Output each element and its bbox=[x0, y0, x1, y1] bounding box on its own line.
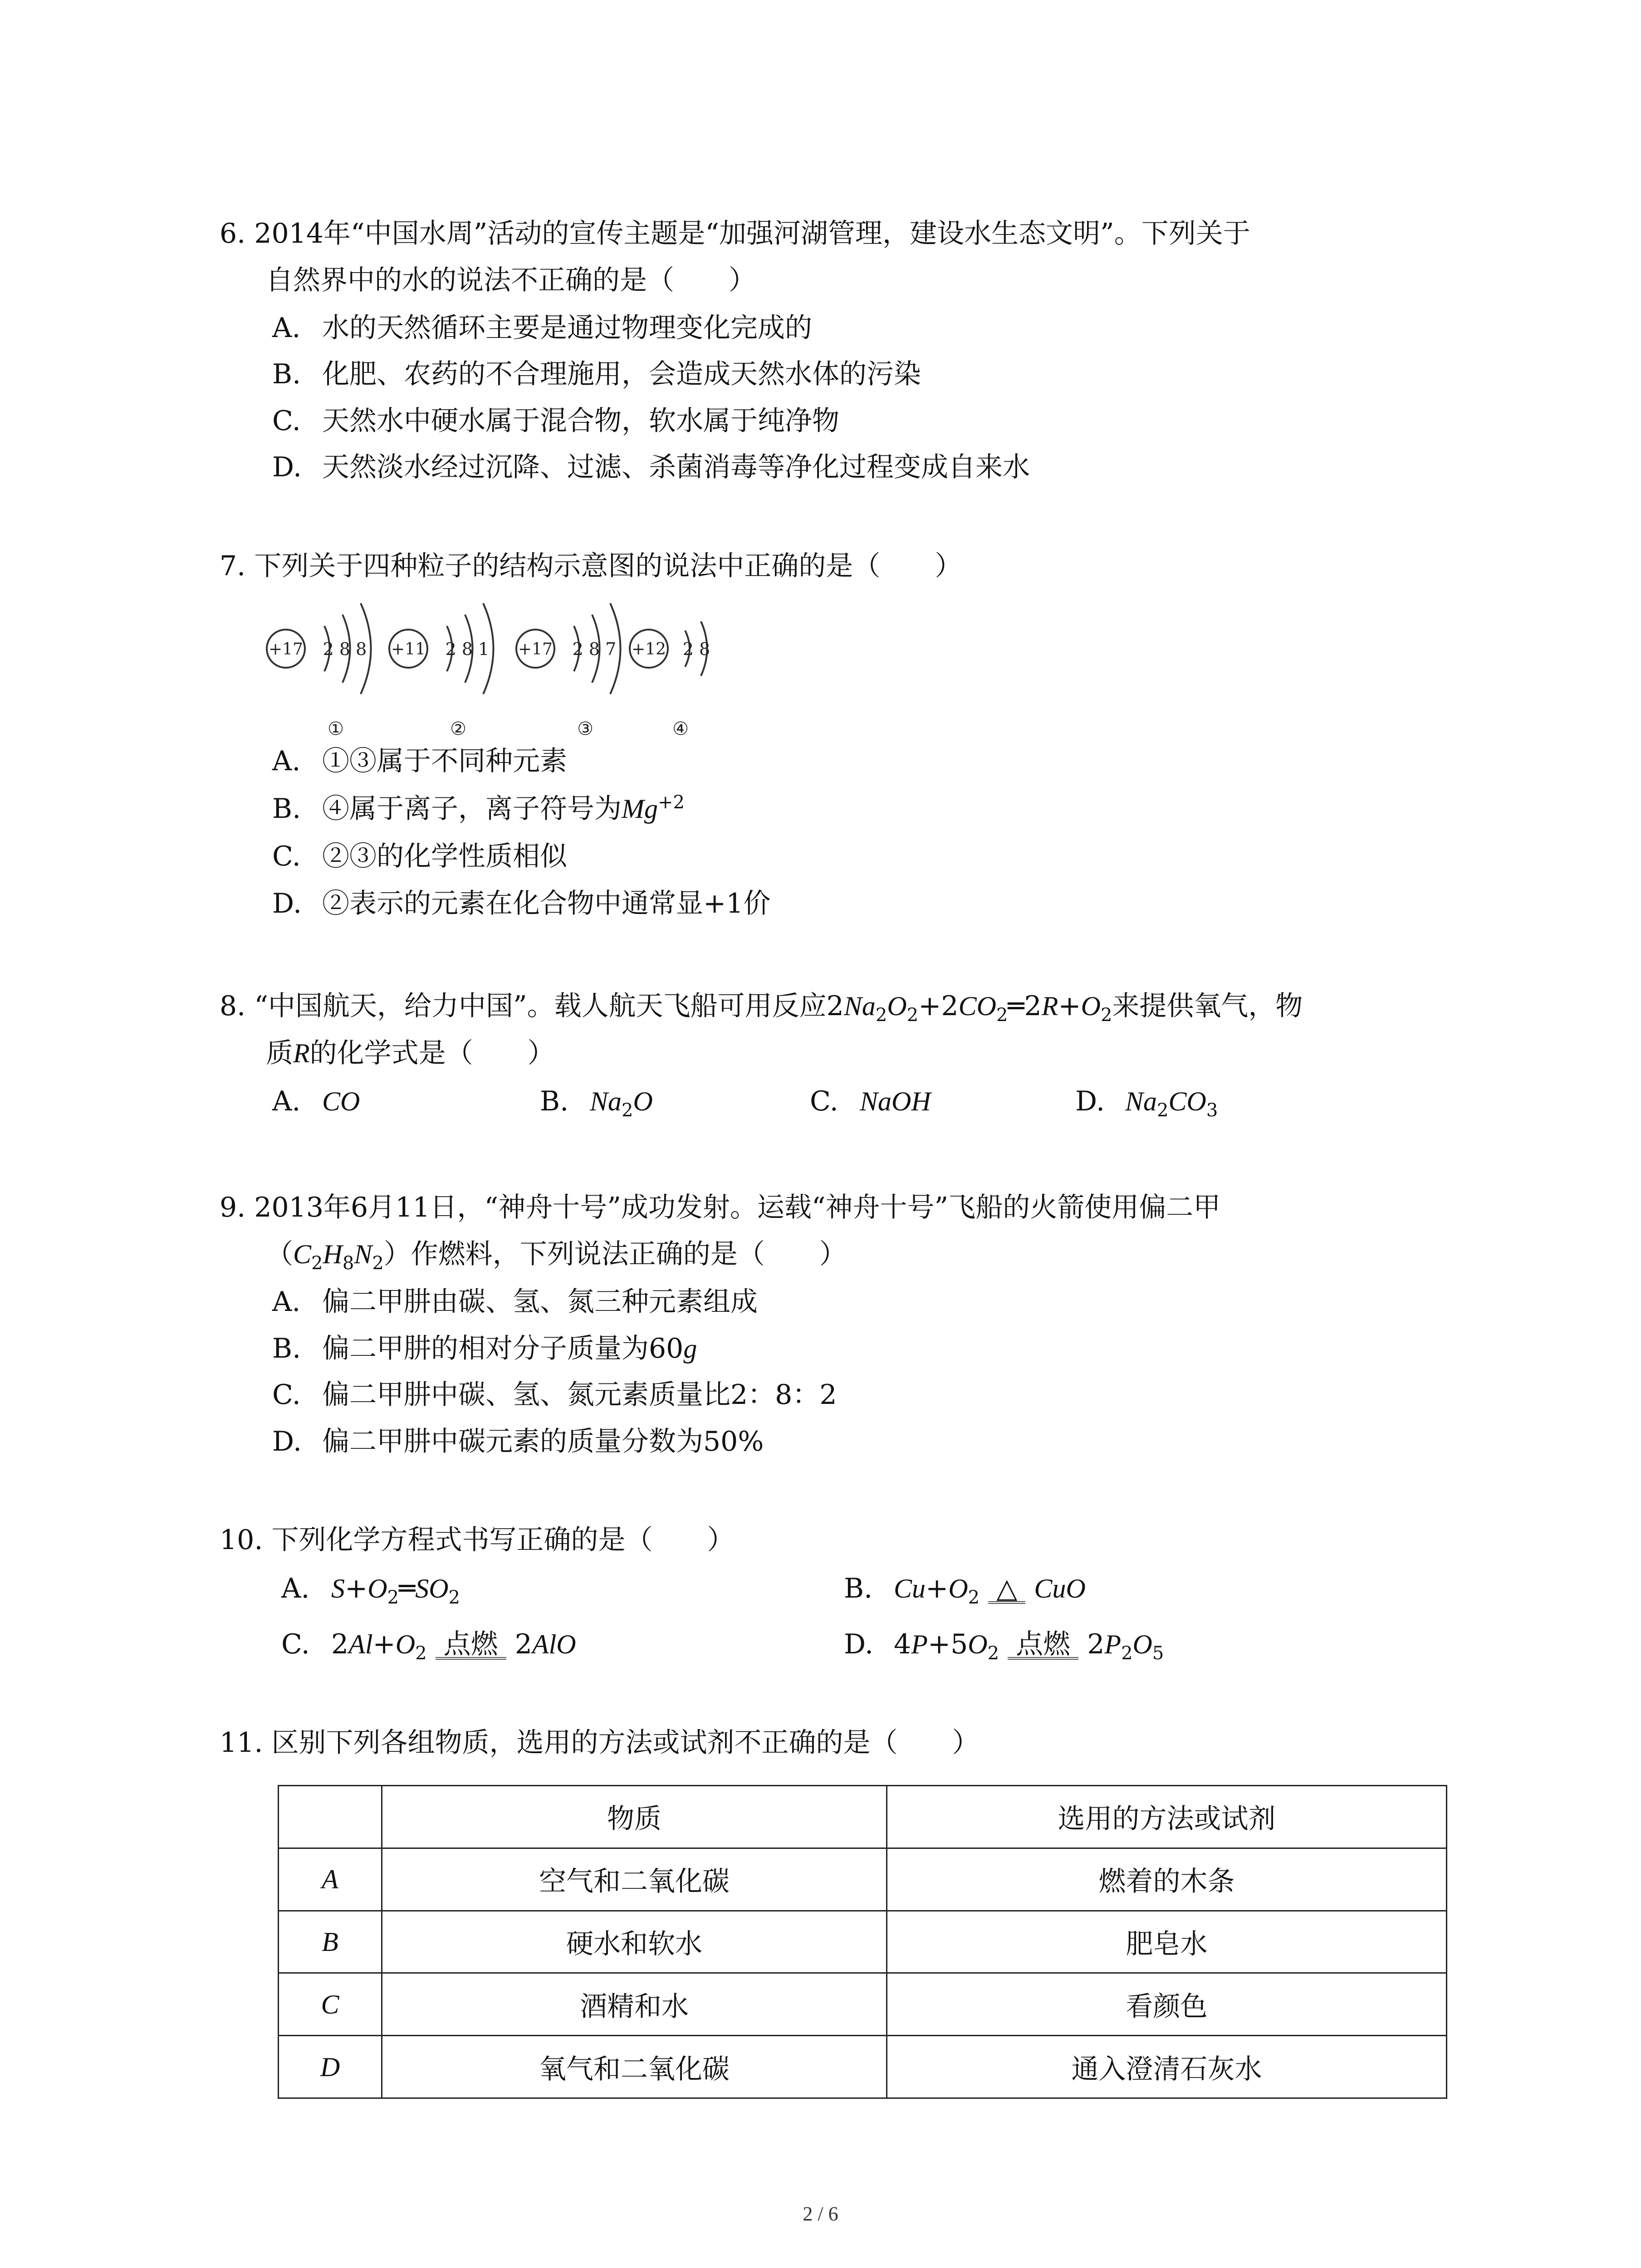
row-substance: 氧气和二氧化碳 bbox=[382, 2036, 887, 2098]
svg-text:④: ④ bbox=[672, 719, 689, 739]
q9-stem-line1: 9. 2013年6月11日，“神舟十号”成功发射。运载“神舟十号”飞船的火箭使用偏二甲 bbox=[220, 1192, 1221, 1223]
row-key: C bbox=[279, 1973, 382, 2036]
svg-text:+12: +12 bbox=[632, 640, 666, 659]
q9-option-b: B. 偏二甲肼的相对分子质量为60g bbox=[272, 1333, 697, 1364]
svg-text:③: ③ bbox=[577, 719, 593, 739]
row-method: 肥皂水 bbox=[887, 1911, 1447, 1973]
svg-text:+17: +17 bbox=[269, 640, 303, 659]
q6-stem-line2: 自然界中的水的说法不正确的是（ ） bbox=[266, 264, 756, 296]
svg-text:2 8 7: 2 8 7 bbox=[572, 639, 617, 659]
svg-text:+17: +17 bbox=[518, 640, 553, 659]
q9-option-a: A. 偏二甲肼由碳、氢、氮三种元素组成 bbox=[272, 1286, 758, 1318]
table-row bbox=[279, 1848, 1447, 1911]
svg-text:①: ① bbox=[328, 719, 344, 739]
q6-option-c: C. 天然水中硬水属于混合物，软水属于纯净物 bbox=[272, 405, 839, 437]
row-method: 看颜色 bbox=[887, 1973, 1447, 2036]
q6-option-d: D. 天然淡水经过沉降、过滤、杀菌消毒等净化过程变成自来水 bbox=[272, 451, 1030, 483]
page-number: 2 / 6 bbox=[803, 2203, 838, 2225]
table-header-cell: 选用的方法或试剂 bbox=[887, 1786, 1447, 1848]
q10-option-d: D. $4P+5O_2$ 点燃 $2P_2O_5$ bbox=[844, 1626, 1164, 1662]
table-header-cell bbox=[279, 1786, 382, 1848]
row-key: B bbox=[279, 1911, 382, 1973]
q8-option-a: A. CO bbox=[272, 1085, 360, 1117]
q7-option-b: B. ④属于离子，离子符号为$Mg^{+2}$ bbox=[272, 792, 685, 825]
methods-table bbox=[278, 1785, 1447, 2099]
diagram-1 bbox=[267, 603, 371, 739]
q9-stem-line2: $(C_2H_8N_2)$作燃料，下列说法正确的是（ ） bbox=[266, 1238, 847, 1274]
q9-option-d: D. 偏二甲肼中碳元素的质量分数为50% bbox=[272, 1426, 764, 1457]
diagram-4 bbox=[630, 621, 710, 739]
q6-option-b: B. 化肥、农药的不合理施用，会造成天然水体的污染 bbox=[272, 358, 921, 390]
q8-stem-line2: 质R的化学式是（ ） bbox=[266, 1037, 555, 1069]
table-header-row bbox=[279, 1786, 1447, 1848]
table-header-cell: 物质 bbox=[382, 1786, 887, 1848]
q8-stem-line1: 8. “中国航天，给力中国”。载人航天飞船可用反应$2Na_2O_2+2CO_2═2R+O_2$来提供氧气，物 bbox=[220, 990, 1303, 1026]
q9-option-c: C. 偏二甲肼中碳、氢、氮元素质量比2：8：2 bbox=[272, 1379, 837, 1411]
q8-option-d: D. $Na_2CO_3$ bbox=[1075, 1085, 1218, 1121]
atomic-structure-diagrams bbox=[254, 590, 753, 744]
svg-text:2 8 1: 2 8 1 bbox=[445, 639, 490, 659]
table-row bbox=[279, 1911, 1447, 1973]
diagram-2 bbox=[389, 603, 494, 739]
q6-stem-line1: 6. 2014年“中国水周”活动的宣传主题是“加强河湖管理，建设水生态文明”。下列关于 bbox=[220, 218, 1250, 249]
svg-text:+11: +11 bbox=[391, 640, 426, 659]
q8-equation: $2Na_2O_2+2CO_2═2R+O_2$ bbox=[826, 990, 1112, 1026]
table-row bbox=[279, 2036, 1447, 2098]
q6-option-a: A. 水的天然循环主要是通过物理变化完成的 bbox=[272, 312, 812, 344]
row-substance: 酒精和水 bbox=[382, 1973, 887, 2036]
svg-text:2 8 8: 2 8 8 bbox=[323, 639, 367, 659]
row-key: A bbox=[279, 1848, 382, 1911]
svg-text:②: ② bbox=[450, 719, 466, 739]
q10-option-a: A. $S+O_2═SO_2$ bbox=[281, 1573, 460, 1608]
q10-option-b: B. $Cu+O_2$ △ CuO bbox=[844, 1570, 1086, 1607]
row-substance: 空气和二氧化碳 bbox=[382, 1848, 887, 1911]
q8-option-c: C. NaOH bbox=[810, 1085, 931, 1117]
q10-option-c: C. $2Al+O_2$ 点燃 2AlO bbox=[281, 1626, 576, 1662]
q7-stem: 7. 下列关于四种粒子的结构示意图的说法中正确的是（ ） bbox=[220, 550, 962, 582]
row-method: 燃着的木条 bbox=[887, 1848, 1447, 1911]
q7-option-d: D. ②表示的元素在化合物中通常显+1价 bbox=[272, 888, 771, 919]
row-method: 通入澄清石灰水 bbox=[887, 2036, 1447, 2098]
q7-option-a: A. ①③属于不同种元素 bbox=[272, 745, 567, 777]
q10-stem: 10. 下列化学方程式书写正确的是（ ） bbox=[220, 1524, 735, 1556]
q7-option-c: C. ②③的化学性质相似 bbox=[272, 841, 567, 872]
diagram-3 bbox=[516, 603, 621, 739]
row-substance: 硬水和软水 bbox=[382, 1911, 887, 1973]
row-key: D bbox=[279, 2036, 382, 2098]
table-row bbox=[279, 1973, 1447, 2036]
q8-option-b: B. $Na_2O$ bbox=[540, 1085, 653, 1121]
svg-text:2 8: 2 8 bbox=[682, 639, 710, 659]
q11-stem: 11. 区别下列各组物质，选用的方法或试剂不正确的是（ ） bbox=[220, 1727, 980, 1759]
